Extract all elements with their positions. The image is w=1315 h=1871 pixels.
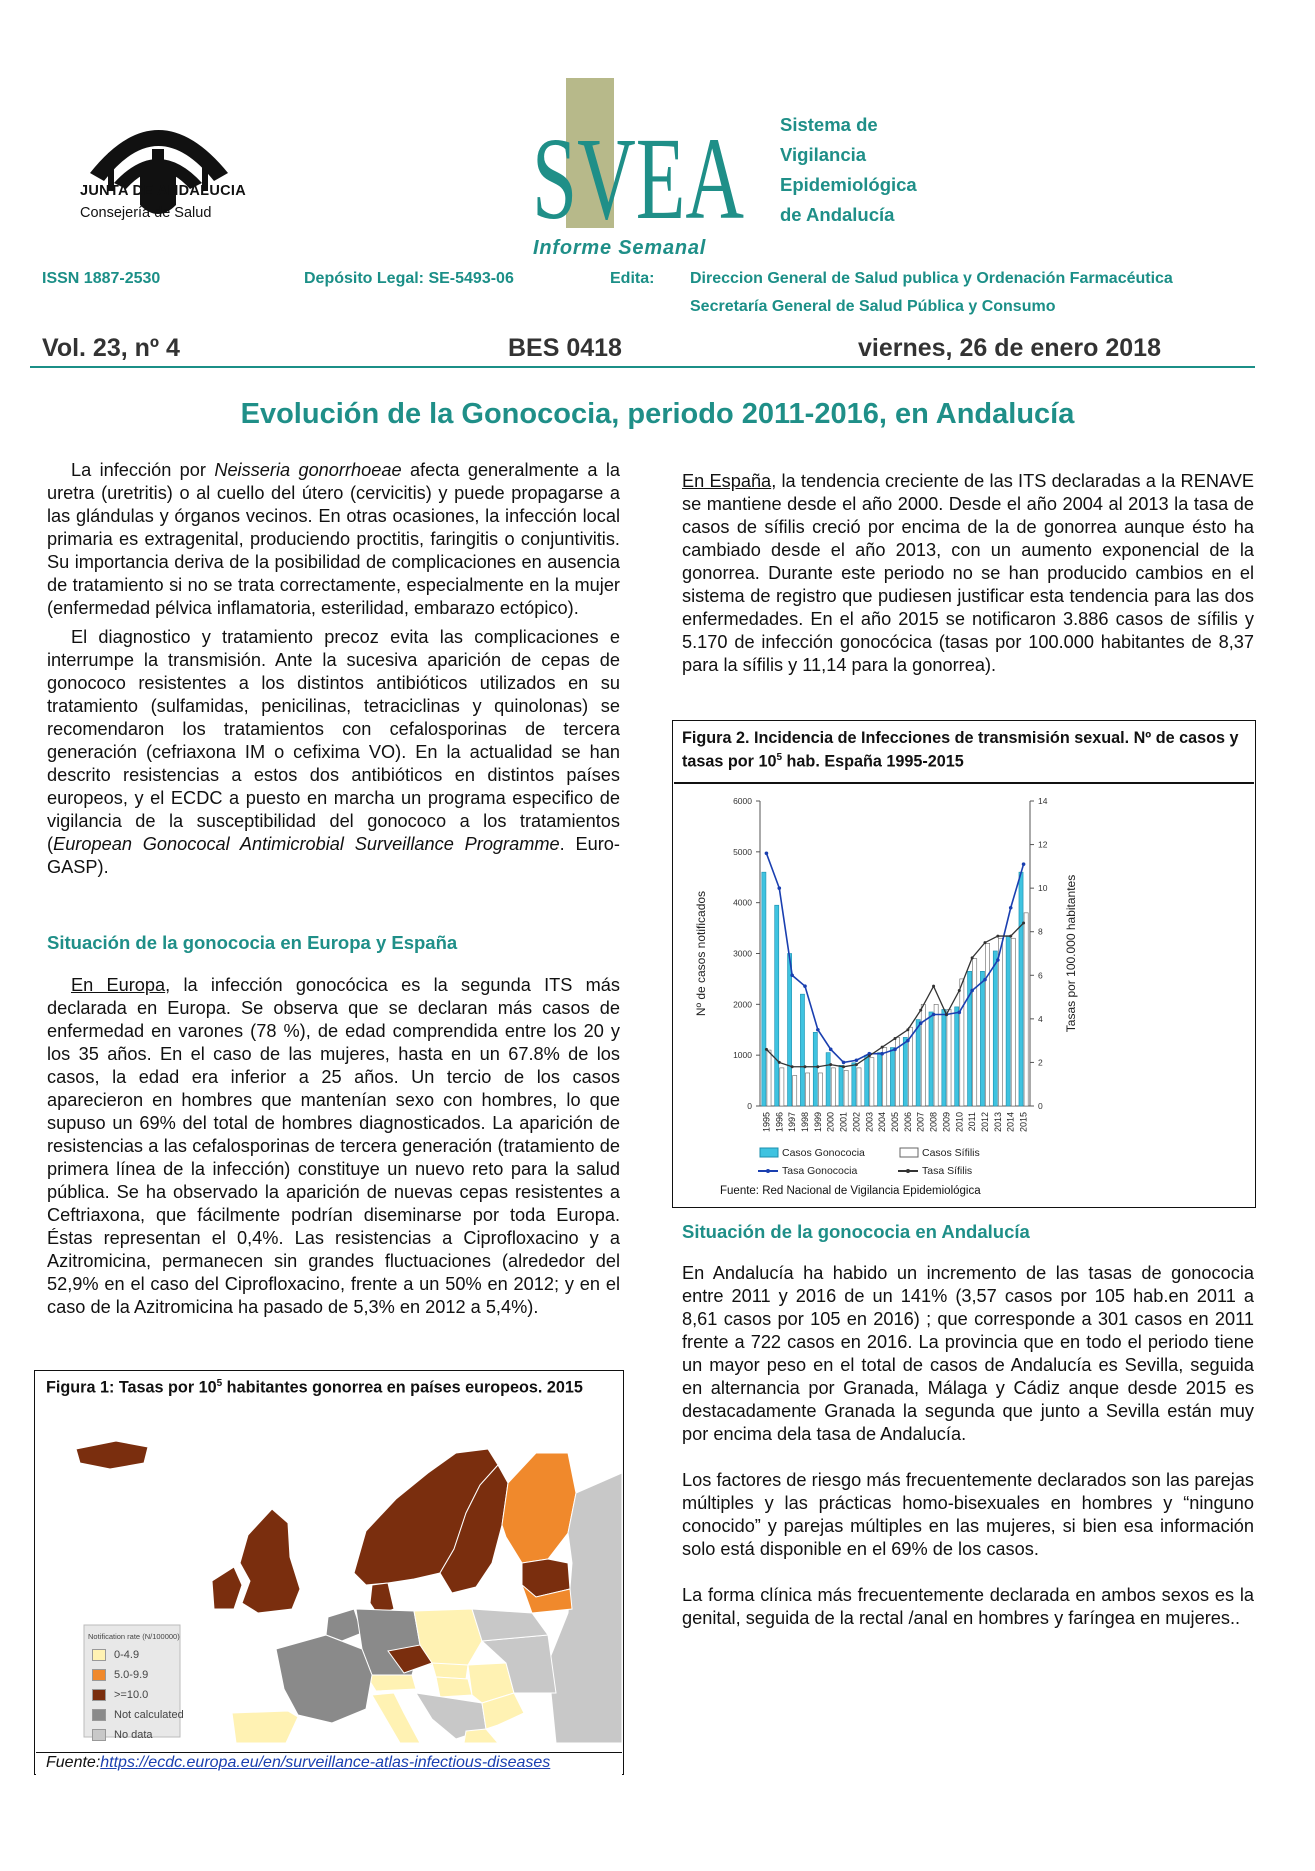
- bar-sifilis: [818, 1073, 822, 1106]
- point-tasa-sifilis: [996, 935, 999, 938]
- figure-2-caption: Figura 2. Incidencia de Infecciones de transmisión sexual. Nº de casos y tasas por $10^5$ hab. España 1995-2015: [682, 729, 1239, 771]
- junta-de-andalucia-logo: [78, 95, 238, 245]
- volume: Vol. 23, nº 4: [42, 334, 180, 362]
- bar-gonococia: [993, 951, 997, 1106]
- x-tick-label: 2003: [864, 1112, 875, 1133]
- point-tasa-gonococia: [1009, 906, 1013, 910]
- point-tasa-sifilis: [881, 1046, 884, 1049]
- y-tick-label: 6000: [733, 796, 752, 806]
- y2-axis-label: Tasas por 100.000 habitantes: [1064, 874, 1078, 1033]
- legend-label: Casos Gonococia: [782, 1147, 865, 1159]
- point-tasa-gonococia: [842, 1061, 846, 1065]
- x-tick-label: 1995: [761, 1112, 772, 1133]
- bar-gonococia: [980, 971, 984, 1106]
- point-tasa-sifilis: [971, 956, 974, 959]
- legend-swatch: [92, 1709, 106, 1721]
- x-tick-label: 1996: [774, 1112, 785, 1133]
- bar-sifilis: [986, 943, 990, 1106]
- legend-swatch: [92, 1669, 106, 1681]
- svea-line-2: Vigilancia Epidemiológica: [780, 144, 917, 195]
- point-tasa-sifilis: [1022, 922, 1025, 925]
- point-tasa-gonococia: [919, 1021, 923, 1025]
- y2-tick-label: 10: [1038, 883, 1048, 894]
- point-tasa-gonococia: [803, 984, 807, 988]
- bar-gonococia: [916, 1020, 920, 1106]
- bar-gonococia: [762, 872, 766, 1106]
- bar-gonococia: [903, 1037, 907, 1106]
- bar-sifilis: [1011, 938, 1015, 1106]
- legend-label: Tasa Gonococia: [782, 1165, 858, 1177]
- svea-description: [780, 110, 1000, 230]
- paragraph-3: En Europa, la infección gonocócica es la segunda ITS más declarada en Europa. Se observa que se declaran más casos de enfermedad en varones (78 %), de edad comprendida entre los 20 y los 35 años. En el caso de las mujeres, hasta en un 67.8% de los casos, la edad era inferior a 25 años. Un tercio de los casos aparecieron en hombres que mantenían sexo con hombres, lo que supuso un 69% del total de hombres diagnosticados. La aparición de resistencias a las cefalosporinas de tercera generación (tratamiento de primera línea de la infección) constituye un nuevo reto para la salud pública. Se ha observado la aparición de nuevas cepas resistentes a Ceftriaxona, que fácilmente podrían diseminarse por toda Europa. Éstas representan el 0,4%. Las resistencias a Ciprofloxacino y a Azitromicina, permanecen sin grandes fluctuaciones (alrededor del 52,9% en el caso del Ciprofloxacino, frente a un 50% en 2012; y en el caso de la Azitromicina ha pasado de 5,3% en 2012 a 5,4%).: [47, 975, 620, 1317]
- point-tasa-sifilis: [906, 1028, 909, 1031]
- edita-line-1: Direccion General de Salud publica y Ordenación Farmacéutica: [690, 270, 1173, 287]
- point-tasa-gonococia: [816, 1028, 820, 1032]
- y2-tick-label: 14: [1038, 796, 1048, 806]
- x-tick-label: 2008: [928, 1112, 939, 1133]
- left-column-intro: [47, 459, 620, 879]
- junta-subtitle: Consejería de Salud: [80, 205, 212, 221]
- y2-tick-label: 0: [1038, 1101, 1043, 1111]
- issue-date: viernes, 26 de enero 2018: [858, 334, 1161, 362]
- point-tasa-gonococia: [790, 973, 794, 977]
- point-tasa-sifilis: [765, 1048, 768, 1051]
- bar-gonococia: [865, 1055, 869, 1106]
- point-tasa-gonococia: [983, 978, 987, 982]
- legend-marker: [906, 1169, 910, 1173]
- bar-gonococia: [852, 1063, 856, 1106]
- section-heading-europa: Situación de la gonococia en Europa y España: [47, 932, 458, 953]
- page-title: Evolución de la Gonococia, periodo 2011-2016, en Andalucía: [240, 398, 1075, 430]
- figure-1-legend-items: [92, 1645, 184, 1745]
- bar-gonococia: [942, 1009, 946, 1106]
- point-tasa-gonococia: [1022, 862, 1026, 866]
- y-axis-label: Nº de casos notificados: [694, 890, 708, 1017]
- point-tasa-sifilis: [842, 1065, 845, 1068]
- point-tasa-gonococia: [957, 1011, 961, 1015]
- legend-item-3: Not calculated: [92, 1705, 184, 1725]
- x-tick-label: 2012: [980, 1112, 990, 1133]
- svea-logo: [528, 78, 748, 238]
- legend-swatch: [900, 1148, 918, 1157]
- figure-1-source: Fuente:https://ecdc.europa.eu/en/surveillance-atlas-infectious-diseases: [46, 1754, 551, 1771]
- point-tasa-sifilis: [932, 985, 935, 988]
- bar-gonococia: [890, 1048, 894, 1106]
- point-tasa-gonococia: [765, 851, 769, 855]
- bar-sifilis: [844, 1070, 848, 1106]
- point-tasa-gonococia: [906, 1039, 910, 1043]
- deposito-legal: Depósito Legal: SE-5493-06: [304, 270, 514, 287]
- bar-gonococia: [878, 1053, 882, 1106]
- x-tick-label: 1999: [812, 1112, 823, 1133]
- svea-line-1: Sistema de: [780, 114, 878, 135]
- y2-tick-label: 2: [1038, 1057, 1043, 1068]
- line-tasa-gonococia: [766, 853, 1023, 1062]
- y-tick-label: 4000: [733, 897, 752, 908]
- x-tick-label: 2009: [941, 1112, 952, 1133]
- x-tick-label: 1998: [800, 1112, 810, 1133]
- bar-sifilis: [780, 1068, 784, 1106]
- point-tasa-gonococia: [932, 1013, 936, 1017]
- point-tasa-gonococia: [829, 1048, 833, 1052]
- point-tasa-sifilis: [919, 1009, 922, 1012]
- legend-item-1: 5.0-9.9: [92, 1665, 184, 1685]
- x-tick-label: 1997: [787, 1112, 798, 1133]
- x-tick-label: 2015: [1018, 1112, 1029, 1133]
- x-tick-label: 2011: [967, 1112, 978, 1132]
- x-tick-label: 2006: [902, 1112, 913, 1133]
- bar-sifilis: [973, 959, 977, 1106]
- bar-gonococia: [813, 1032, 817, 1106]
- y2-tick-label: 12: [1038, 839, 1048, 850]
- x-tick-label: 2002: [851, 1112, 862, 1133]
- x-tick-label: 2013: [992, 1112, 1003, 1133]
- y2-tick-label: 4: [1038, 1013, 1043, 1024]
- issn: ISSN 1887-2530: [42, 270, 161, 287]
- point-tasa-gonococia: [893, 1048, 897, 1052]
- point-tasa-sifilis: [1009, 935, 1012, 938]
- legend-swatch: [92, 1689, 106, 1701]
- point-tasa-gonococia: [970, 989, 974, 993]
- bar-sifilis: [831, 1068, 835, 1106]
- point-tasa-sifilis: [778, 1061, 781, 1064]
- bar-sifilis: [857, 1068, 861, 1106]
- bar-gonococia: [955, 1007, 959, 1106]
- bar-gonococia: [839, 1065, 843, 1106]
- bar-sifilis: [1024, 913, 1028, 1106]
- bes-number: BES 0418: [508, 334, 622, 362]
- bar-gonococia: [1019, 872, 1023, 1106]
- paragraph-4: En España, la tendencia creciente de las ITS declaradas a la RENAVE se mantiene desde el año 2000. Desde el año 2004 al 2013 la tasa de casos de sífilis creció por encima de la de gonorrea aunque ésto ha cambiado desde el año 2013, con un aumento exponencial de la gonorrea. Durante este periodo no se han producido cambios en el sistema de registro que pudiesen justificar esta tendencia para las dos enfermedades. En el año 2015 se notificaron 3.886 casos de sífilis y 5.170 de infección gonocócica (tasas por 100.000 habitantes de 8,37 para la sífilis y 11,14 para la gonorrea).: [682, 471, 1254, 675]
- y-tick-label: 2000: [733, 999, 752, 1010]
- point-tasa-sifilis: [816, 1065, 819, 1068]
- bar-sifilis: [767, 1050, 771, 1106]
- legend-swatch: [92, 1729, 106, 1741]
- point-tasa-gonococia: [880, 1052, 884, 1056]
- bar-sifilis: [934, 1004, 938, 1106]
- bar-sifilis: [870, 1058, 874, 1106]
- legend-label: Tasa Sífilis: [922, 1165, 973, 1177]
- point-tasa-sifilis: [945, 1013, 948, 1016]
- paragraph-2: El diagnostico y tratamiento precoz evita las complicaciones e interrumpe la transmisión. Ante la sucesiva aparición de cepas de gonococo resistentes a los distintos antibióticos utilizados en su tratamiento (sulfamidas, penicilinas, tetraciclinas y quinolonas) se recomendaron los tratamientos con cefalosporinas de tercera generación (cefriaxona IM o cefixima VO). En la actualidad se han descrito resistencias a estos dos antibióticos en distintos países europeos, y el ECDC a puesto en marcha un programa especifico de vigilancia de la susceptibilidad del gonococo a los tratamientos (European Gonococal Antimicrobial Surveillance Programme. Euro-GASP).: [47, 627, 620, 877]
- left-column-europa: [47, 974, 620, 1319]
- section-heading-andalucia: Situación de la gonococia en Andalucía: [682, 1221, 1030, 1242]
- bar-gonococia: [929, 1012, 933, 1106]
- legend-item-0: 0-4.9: [92, 1645, 184, 1665]
- point-tasa-gonococia: [777, 886, 781, 890]
- x-tick-label: 2004: [877, 1112, 888, 1133]
- figure-2-divider: [674, 782, 1254, 784]
- bar-sifilis: [998, 938, 1002, 1106]
- edita-label: Edita:: [610, 270, 655, 287]
- bar-sifilis: [793, 1076, 797, 1107]
- x-tick-label: 2010: [954, 1112, 965, 1133]
- ecdc-atlas-link[interactable]: https://ecdc.europa.eu/en/surveillance-atlas-infectious-diseases: [100, 1754, 551, 1771]
- y2-tick-label: 6: [1038, 970, 1043, 981]
- point-tasa-sifilis: [868, 1054, 871, 1057]
- paragraph-1: La infección por Neisseria gonorrhoeae afecta generalmente a la uretra (uretritis) o al cuello del útero (cervicitis) y puede propagarse a las glándulas y órganos vecinos. En otras ocasiones, la infección local primaria es extragenital, produciendo proctitis, faringitis o conjuntivitis. Su importancia deriva de la posibilidad de complicaciones en ausencia de tratamiento si no se trata correctamente, especialmente en la mujer (enfermedad pélvica inflamatoria, esterilidad, embarazo ectópico).: [47, 460, 620, 618]
- figure-2-source: Fuente: Red Nacional de Vigilancia Epidemiológica: [720, 1185, 981, 1197]
- paragraph-7: La forma clínica más frecuentemente declarada en ambos sexos es la genital, seguida de la rectal /anal en hombres y faríngea en mujeres..: [682, 1585, 1254, 1628]
- x-tick-label: 2005: [890, 1112, 900, 1133]
- legend-swatch: [92, 1649, 106, 1661]
- y-tick-label: 3000: [733, 948, 752, 959]
- informe-semanal: Informe Semanal: [533, 237, 707, 259]
- y-tick-label: 5000: [733, 846, 752, 857]
- figure-1-caption: Figura 1: Tasas por $10^5$ habitantes gonorrea en países europeos. 2015: [46, 1378, 583, 1397]
- point-tasa-gonococia: [996, 958, 1000, 962]
- point-tasa-sifilis: [855, 1063, 858, 1066]
- point-tasa-sifilis: [804, 1065, 807, 1068]
- bar-sifilis: [947, 1009, 951, 1106]
- line-tasa-sifilis: [766, 923, 1023, 1067]
- point-tasa-sifilis: [984, 941, 987, 944]
- svea-logo-text: SVEA: [532, 113, 744, 238]
- legend-swatch: [760, 1148, 778, 1157]
- edita-line-2: Secretaría General de Salud Pública y Consumo: [690, 298, 1056, 315]
- right-column-andalucia: [682, 1262, 1254, 1630]
- bar-gonococia: [800, 994, 804, 1106]
- junta-name: JUNTA DE ANDALUCIA: [80, 183, 246, 199]
- svea-line-3: de Andalucía: [780, 204, 895, 225]
- x-tick-label: 2000: [825, 1112, 836, 1133]
- paragraph-5: En Andalucía ha habido un incremento de las tasas de gonococia entre 2011 y 2016 de un 141% (3,57 casos por 105 hab.en 2011 a 8,61 casos por 105 en 2016) ; que corresponde a 301 casos en 2011 frente a 722 casos en 2016. La provincia que en todo el periodo tiene un mayor peso en el total de casos de Andalucía es Sevilla, seguida en alternancia por Granada, Málaga y Cádiz anque desde 2015 es destacadamente Granada la segunda que junto a Sevilla están muy por encima dela tasa de Andalucía.: [682, 1263, 1254, 1444]
- legend-marker: [766, 1169, 770, 1173]
- bar-gonococia: [775, 905, 779, 1106]
- point-tasa-sifilis: [894, 1037, 897, 1040]
- y-tick-label: 1000: [733, 1050, 752, 1061]
- point-tasa-sifilis: [791, 1065, 794, 1068]
- right-column-espana: [682, 470, 1254, 677]
- x-tick-label: 2014: [1005, 1112, 1016, 1133]
- bar-gonococia: [1006, 936, 1010, 1106]
- legend-label: Casos Sífilis: [922, 1147, 980, 1159]
- legend-item-4: No data: [92, 1725, 184, 1745]
- paragraph-6: Los factores de riesgo más frecuentemente declarados son las parejas múltiples y las prácticas homo-bisexuales en hombres y “ninguno conocido” y parejas múltiples en las mujeres, si bien esa información solo está disponible en el 69% de los casos.: [682, 1470, 1254, 1559]
- legend-item-2: >=10.0: [92, 1685, 184, 1705]
- point-tasa-sifilis: [958, 989, 961, 992]
- y2-tick-label: 8: [1038, 926, 1043, 937]
- x-tick-label: 2007: [915, 1112, 926, 1133]
- bar-sifilis: [806, 1073, 810, 1106]
- point-tasa-gonococia: [855, 1058, 859, 1062]
- sti-incidence-chart: [675, 786, 1253, 1206]
- header-rule: [30, 366, 1255, 368]
- bar-gonococia: [826, 1053, 830, 1106]
- point-tasa-sifilis: [829, 1063, 832, 1066]
- y-tick-label: 0: [747, 1101, 752, 1111]
- bar-sifilis: [883, 1048, 887, 1106]
- x-tick-label: 2001: [838, 1112, 849, 1133]
- legend-title: Notification rate (N/100000): [88, 1632, 180, 1641]
- bar-sifilis: [960, 979, 964, 1106]
